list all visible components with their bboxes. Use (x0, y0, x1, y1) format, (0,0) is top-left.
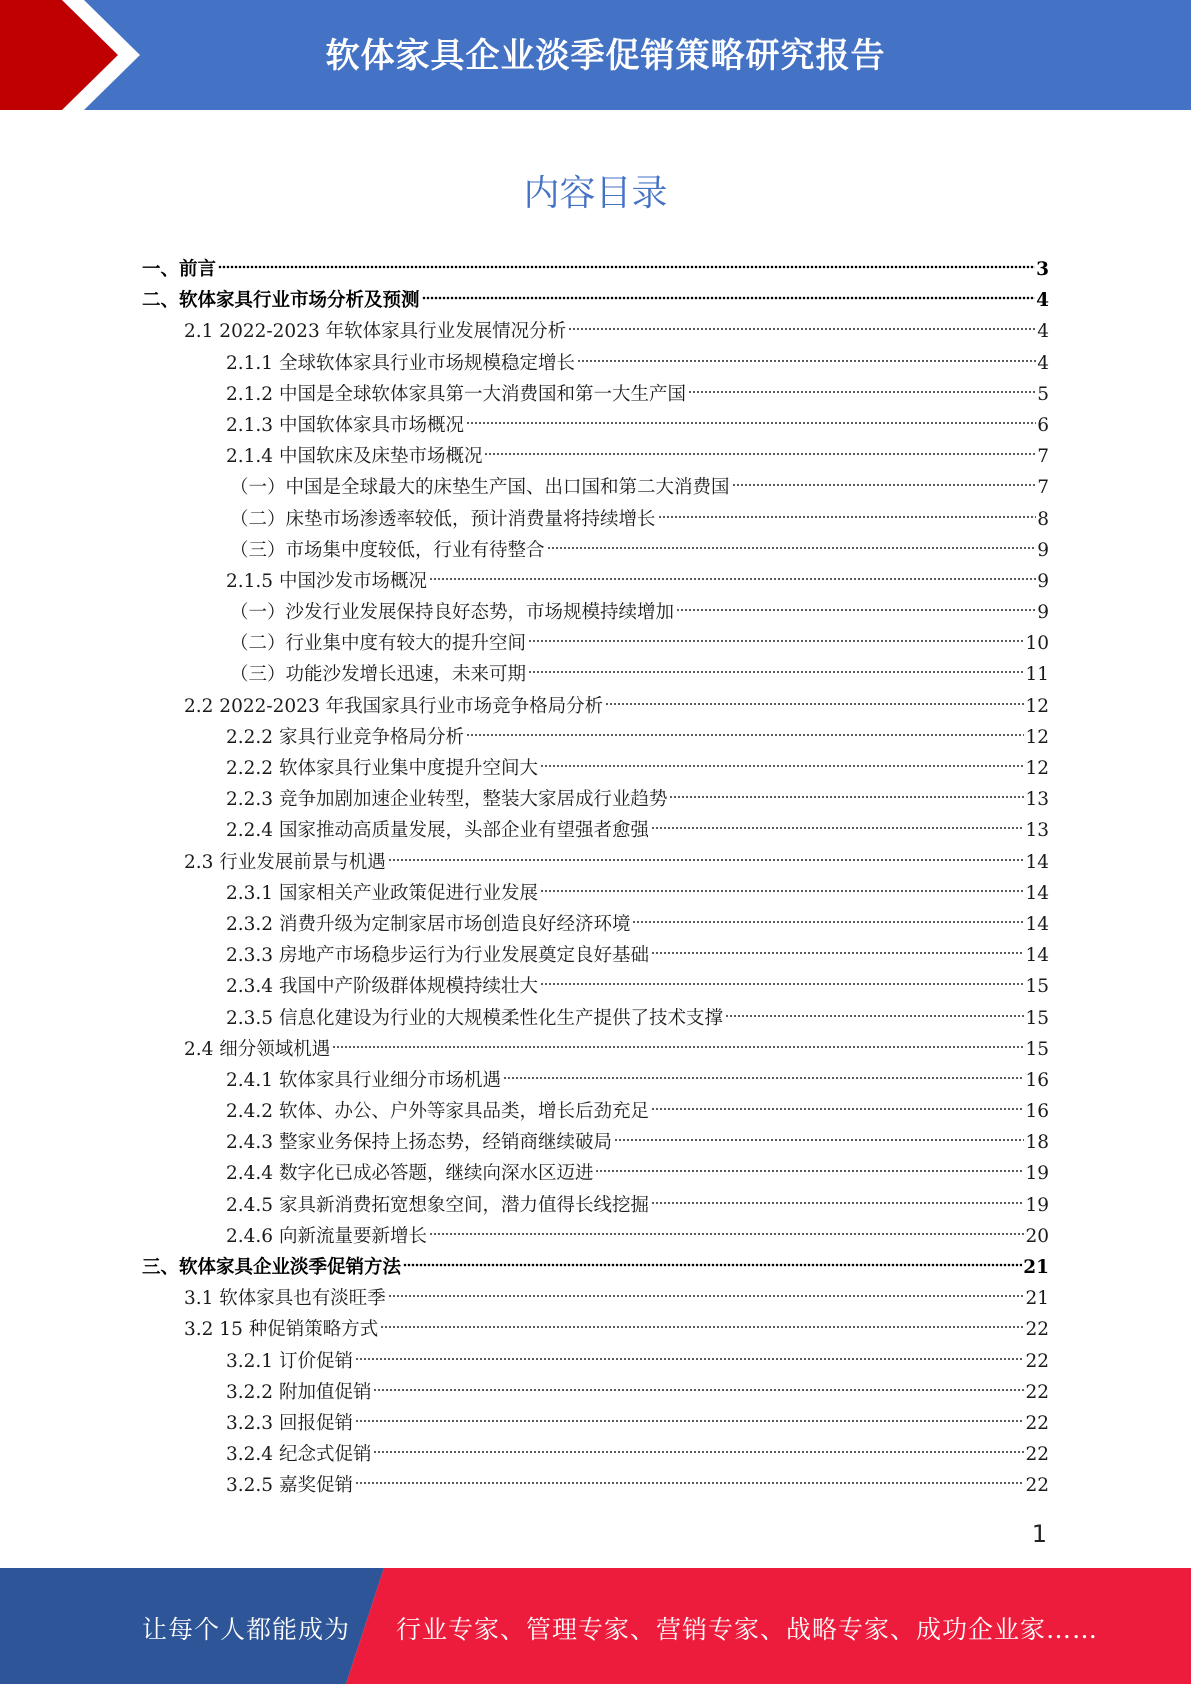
toc-leader-dots (429, 575, 1036, 583)
toc-entry[interactable] (142, 1346, 1049, 1377)
toc-entry[interactable] (142, 1439, 1049, 1470)
toc-entry-page: 15 (1025, 976, 1049, 998)
toc-entry-page: 9 (1037, 539, 1049, 561)
toc-entry[interactable] (142, 410, 1049, 441)
toc-entry[interactable] (142, 1158, 1049, 1189)
toc-entry-text: 2.4.4 数字化已成必答题，继续向深水区迈进 (226, 1163, 594, 1185)
toc-leader-dots (651, 949, 1024, 957)
toc-entry-page: 22 (1025, 1350, 1049, 1372)
toc-leader-dots (676, 606, 1036, 614)
toc-entry-text: 2.1.3 中国软体家具市场概况 (226, 414, 464, 436)
toc-entry-text: 3.2.3 回报促销 (226, 1412, 353, 1434)
toc-entry[interactable] (142, 878, 1049, 909)
toc-entry-text: 2.4.2 软体、办公、户外等家具品类，增长后劲充足 (226, 1101, 649, 1123)
toc-entry-text: 3.2.2 附加值促销 (226, 1381, 372, 1403)
toc-entry[interactable] (142, 472, 1049, 503)
toc-leader-dots (355, 1479, 1025, 1487)
toc-entry-text: 2.2.2 家具行业竞争格局分析 (226, 726, 464, 748)
toc-entry-text: 三、软体家具企业淡季促销方法 (142, 1257, 402, 1278)
toc-entry[interactable] (142, 1314, 1049, 1345)
toc-entry-text: 二、软体家具行业市场分析及预测 (142, 290, 420, 312)
toc-leader-dots (669, 793, 1024, 801)
toc-entry-page: 11 (1025, 664, 1049, 686)
toc-entry[interactable] (142, 753, 1049, 784)
toc-leader-dots (632, 918, 1024, 926)
toc-entry-text: 2.4.1 软体家具行业细分市场机遇 (226, 1069, 501, 1091)
toc-entry-page: 19 (1025, 1163, 1049, 1185)
toc-entry-text: 2.3.5 信息化建设为行业的大规模柔性化生产提供了技术支撑 (226, 1007, 723, 1029)
toc-entry-page: 7 (1037, 446, 1049, 468)
toc-entry-text: 2.1.1 全球软体家具行业市场规模稳定增长 (226, 352, 575, 374)
toc-entry-text: 2.2.2 软体家具行业集中度提升空间大 (226, 758, 538, 779)
toc-entry[interactable] (142, 628, 1049, 659)
toc-entry-text: 2.2.4 国家推动高质量发展，头部企业有望强者愈强 (226, 820, 649, 842)
page-number: 1 (1031, 1520, 1047, 1548)
toc-entry[interactable] (142, 1283, 1049, 1314)
toc-leader-dots (528, 668, 1024, 676)
toc-leader-dots (732, 481, 1037, 489)
toc-entry-text: （一）中国是全球最大的床垫生产国、出口国和第二大消费国 (230, 477, 730, 499)
toc-leader-dots (380, 1323, 1024, 1331)
toc-entry-page: 8 (1037, 508, 1049, 530)
footer-slogan-right: 行业专家、管理专家、营销专家、战略专家、成功企业家…… (396, 1615, 1099, 1644)
toc-entry[interactable] (142, 535, 1049, 566)
toc-leader-dots (403, 1261, 1022, 1269)
footer-banner (0, 1568, 1191, 1684)
toc-entry[interactable] (142, 504, 1049, 535)
toc-entry-page: 14 (1025, 851, 1049, 873)
toc-entry-page: 21 (1023, 1257, 1049, 1278)
toc-entry[interactable] (142, 784, 1049, 815)
toc-entry-text: （三）功能沙发增长迅速，未来可期 (230, 664, 527, 686)
toc-leader-dots (503, 1074, 1024, 1082)
toc-entry-page: 12 (1025, 695, 1049, 717)
toc-leader-dots (614, 1136, 1024, 1144)
toc-leader-dots (422, 294, 1036, 302)
toc-entry-page: 22 (1025, 1319, 1049, 1341)
toc-entry-text: 2.1.5 中国沙发市场概况 (226, 570, 427, 592)
toc-leader-dots (651, 1199, 1024, 1207)
toc-entry-page: 21 (1025, 1288, 1049, 1310)
toc-entry-page: 20 (1025, 1225, 1049, 1247)
toc-entry-page: 7 (1037, 477, 1049, 499)
toc-entry[interactable] (142, 1252, 1049, 1283)
toc-leader-dots (528, 637, 1024, 645)
toc-entry[interactable] (142, 847, 1049, 878)
toc-entry-page: 22 (1025, 1475, 1049, 1497)
toc-entry[interactable] (142, 1065, 1049, 1096)
toc-entry[interactable] (142, 316, 1049, 347)
header-banner (0, 0, 1191, 110)
toc-entry[interactable] (142, 691, 1049, 722)
toc-entry-page: 22 (1025, 1444, 1049, 1466)
toc-entry[interactable] (142, 348, 1049, 379)
toc-entry-page: 4 (1037, 321, 1049, 343)
toc-entry-text: 3.2.1 订价促销 (226, 1350, 353, 1372)
toc-entry-page: 15 (1025, 1038, 1049, 1060)
toc-entry-text: 2.4.6 向新流量要新增长 (226, 1225, 427, 1247)
toc-entry-text: 2.1.2 中国是全球软体家具第一大消费国和第一大生产国 (226, 383, 686, 405)
toc-entry-text: （三）市场集中度较低，行业有待整合 (230, 539, 545, 561)
toc-leader-dots (429, 1230, 1024, 1238)
toc-entry-page: 22 (1025, 1381, 1049, 1403)
toc-entry[interactable] (142, 971, 1049, 1002)
toc-entry-page: 14 (1025, 882, 1049, 904)
toc-entry-text: 2.1.4 中国软床及床垫市场概况 (226, 446, 483, 468)
toc-entry[interactable] (142, 1408, 1049, 1439)
toc-entry-page: 5 (1037, 383, 1049, 405)
toc-entry[interactable] (142, 597, 1049, 628)
toc-entry-page: 19 (1025, 1194, 1049, 1216)
toc-entry-text: 3.2.5 嘉奖促销 (226, 1475, 353, 1497)
toc-entry-page: 22 (1025, 1412, 1049, 1434)
toc-entry-text: 2.3.4 我国中产阶级群体规模持续壮大 (226, 976, 538, 998)
toc-entry[interactable] (142, 441, 1049, 472)
report-title: 软体家具企业淡季促销策略研究报告 (325, 36, 886, 76)
toc-entry-page: 13 (1025, 789, 1049, 811)
toc-entry-text: 一、前言 (142, 259, 217, 280)
toc-entry-text: 2.3.1 国家相关产业政策促进行业发展 (226, 882, 538, 904)
toc-entry-text: 2.2 2022-2023 年我国家具行业市场竞争格局分析 (184, 695, 604, 717)
toc-entry-page: 9 (1037, 570, 1049, 592)
toc-entry-page: 14 (1025, 913, 1049, 935)
toc-entry-page: 14 (1025, 945, 1049, 967)
toc-leader-dots (373, 1386, 1024, 1394)
toc-entry[interactable] (142, 379, 1049, 410)
toc-entry-text: 2.3 行业发展前景与机遇 (184, 851, 386, 873)
toc-leader-dots (540, 980, 1024, 988)
toc-entry[interactable] (142, 815, 1049, 846)
toc-entry-page: 10 (1025, 633, 1049, 655)
table-of-contents (142, 254, 1049, 1502)
toc-entry[interactable] (142, 722, 1049, 753)
toc-leader-dots (605, 700, 1024, 708)
toc-leader-dots (355, 1355, 1025, 1363)
toc-entry[interactable] (142, 659, 1049, 690)
toc-entry-page: 4 (1037, 352, 1049, 374)
toc-leader-dots (651, 1105, 1024, 1113)
toc-entry[interactable] (142, 566, 1049, 597)
toc-entry-text: 2.4.3 整家业务保持上扬态势，经销商继续破局 (226, 1132, 612, 1154)
toc-entry-page: 4 (1036, 290, 1049, 312)
toc-entry-text: （一）沙发行业发展保持良好态势，市场规模持续增加 (230, 602, 675, 624)
toc-entry-text: 3.1 软体家具也有淡旺季 (184, 1288, 386, 1310)
toc-leader-dots (577, 357, 1036, 365)
toc-leader-dots (218, 263, 1035, 271)
toc-entry-page: 16 (1025, 1069, 1049, 1091)
toc-leader-dots (547, 544, 1037, 552)
toc-leader-dots (651, 824, 1024, 832)
toc-entry-text: 2.3.2 消费升级为定制家居市场创造良好经济环境 (226, 913, 631, 935)
toc-entry-page: 12 (1025, 726, 1049, 748)
toc-leader-dots (373, 1448, 1024, 1456)
toc-entry-text: 2.4 细分领域机遇 (184, 1038, 331, 1060)
toc-entry-text: 2.1 2022-2023 年软体家具行业发展情况分析 (184, 321, 567, 343)
toc-entry[interactable] (142, 1221, 1049, 1252)
toc-leader-dots (388, 856, 1025, 864)
toc-leader-dots (484, 450, 1036, 458)
toc-entry-text: 3.2.4 纪念式促销 (226, 1444, 372, 1466)
toc-entry-text: 2.3.3 房地产市场稳步运行为行业发展奠定良好基础 (226, 945, 649, 967)
toc-entry[interactable] (142, 1127, 1049, 1158)
toc-entry-text: 2.4.5 家具新消费拓宽想象空间，潜力值得长线挖掘 (226, 1194, 649, 1216)
toc-leader-dots (595, 1167, 1024, 1175)
toc-leader-dots (540, 762, 1024, 770)
toc-entry-page: 3 (1036, 259, 1049, 280)
toc-entry[interactable] (142, 909, 1049, 940)
toc-entry-text: （二）床垫市场渗透率较低，预计消费量将持续增长 (230, 508, 656, 530)
footer-slogan-left: 让每个人都能成为 (142, 1615, 351, 1644)
toc-leader-dots (332, 1043, 1024, 1051)
toc-entry-page: 6 (1037, 414, 1049, 436)
toc-entry[interactable] (142, 1034, 1049, 1065)
toc-entry-text: 3.2 15 种促销策略方式 (184, 1319, 379, 1341)
toc-entry-page: 15 (1025, 1007, 1049, 1029)
toc-entry[interactable] (142, 285, 1049, 316)
toc-entry-page: 18 (1025, 1132, 1049, 1154)
toc-leader-dots (568, 325, 1036, 333)
toc-entry[interactable] (142, 940, 1049, 971)
toc-entry[interactable] (142, 1096, 1049, 1127)
toc-entry-text: 2.2.3 竞争加剧加速企业转型，整装大家居成行业趋势 (226, 789, 668, 811)
toc-leader-dots (466, 419, 1036, 427)
toc-entry[interactable] (142, 1377, 1049, 1408)
toc-entry-page: 13 (1025, 820, 1049, 842)
toc-heading: 内容目录 (523, 173, 668, 214)
toc-entry[interactable] (142, 1470, 1049, 1501)
toc-leader-dots (540, 887, 1024, 895)
toc-entry-text: （二）行业集中度有较大的提升空间 (230, 633, 527, 655)
toc-entry[interactable] (142, 1190, 1049, 1221)
toc-leader-dots (658, 513, 1037, 521)
toc-leader-dots (355, 1417, 1025, 1425)
toc-entry-page: 16 (1025, 1101, 1049, 1123)
toc-entry-page: 12 (1025, 758, 1049, 779)
toc-leader-dots (725, 1012, 1024, 1020)
toc-leader-dots (466, 731, 1024, 739)
toc-leader-dots (388, 1292, 1025, 1300)
toc-leader-dots (688, 388, 1036, 396)
toc-entry[interactable] (142, 254, 1049, 285)
toc-entry[interactable] (142, 1003, 1049, 1034)
toc-entry-page: 9 (1037, 602, 1049, 624)
